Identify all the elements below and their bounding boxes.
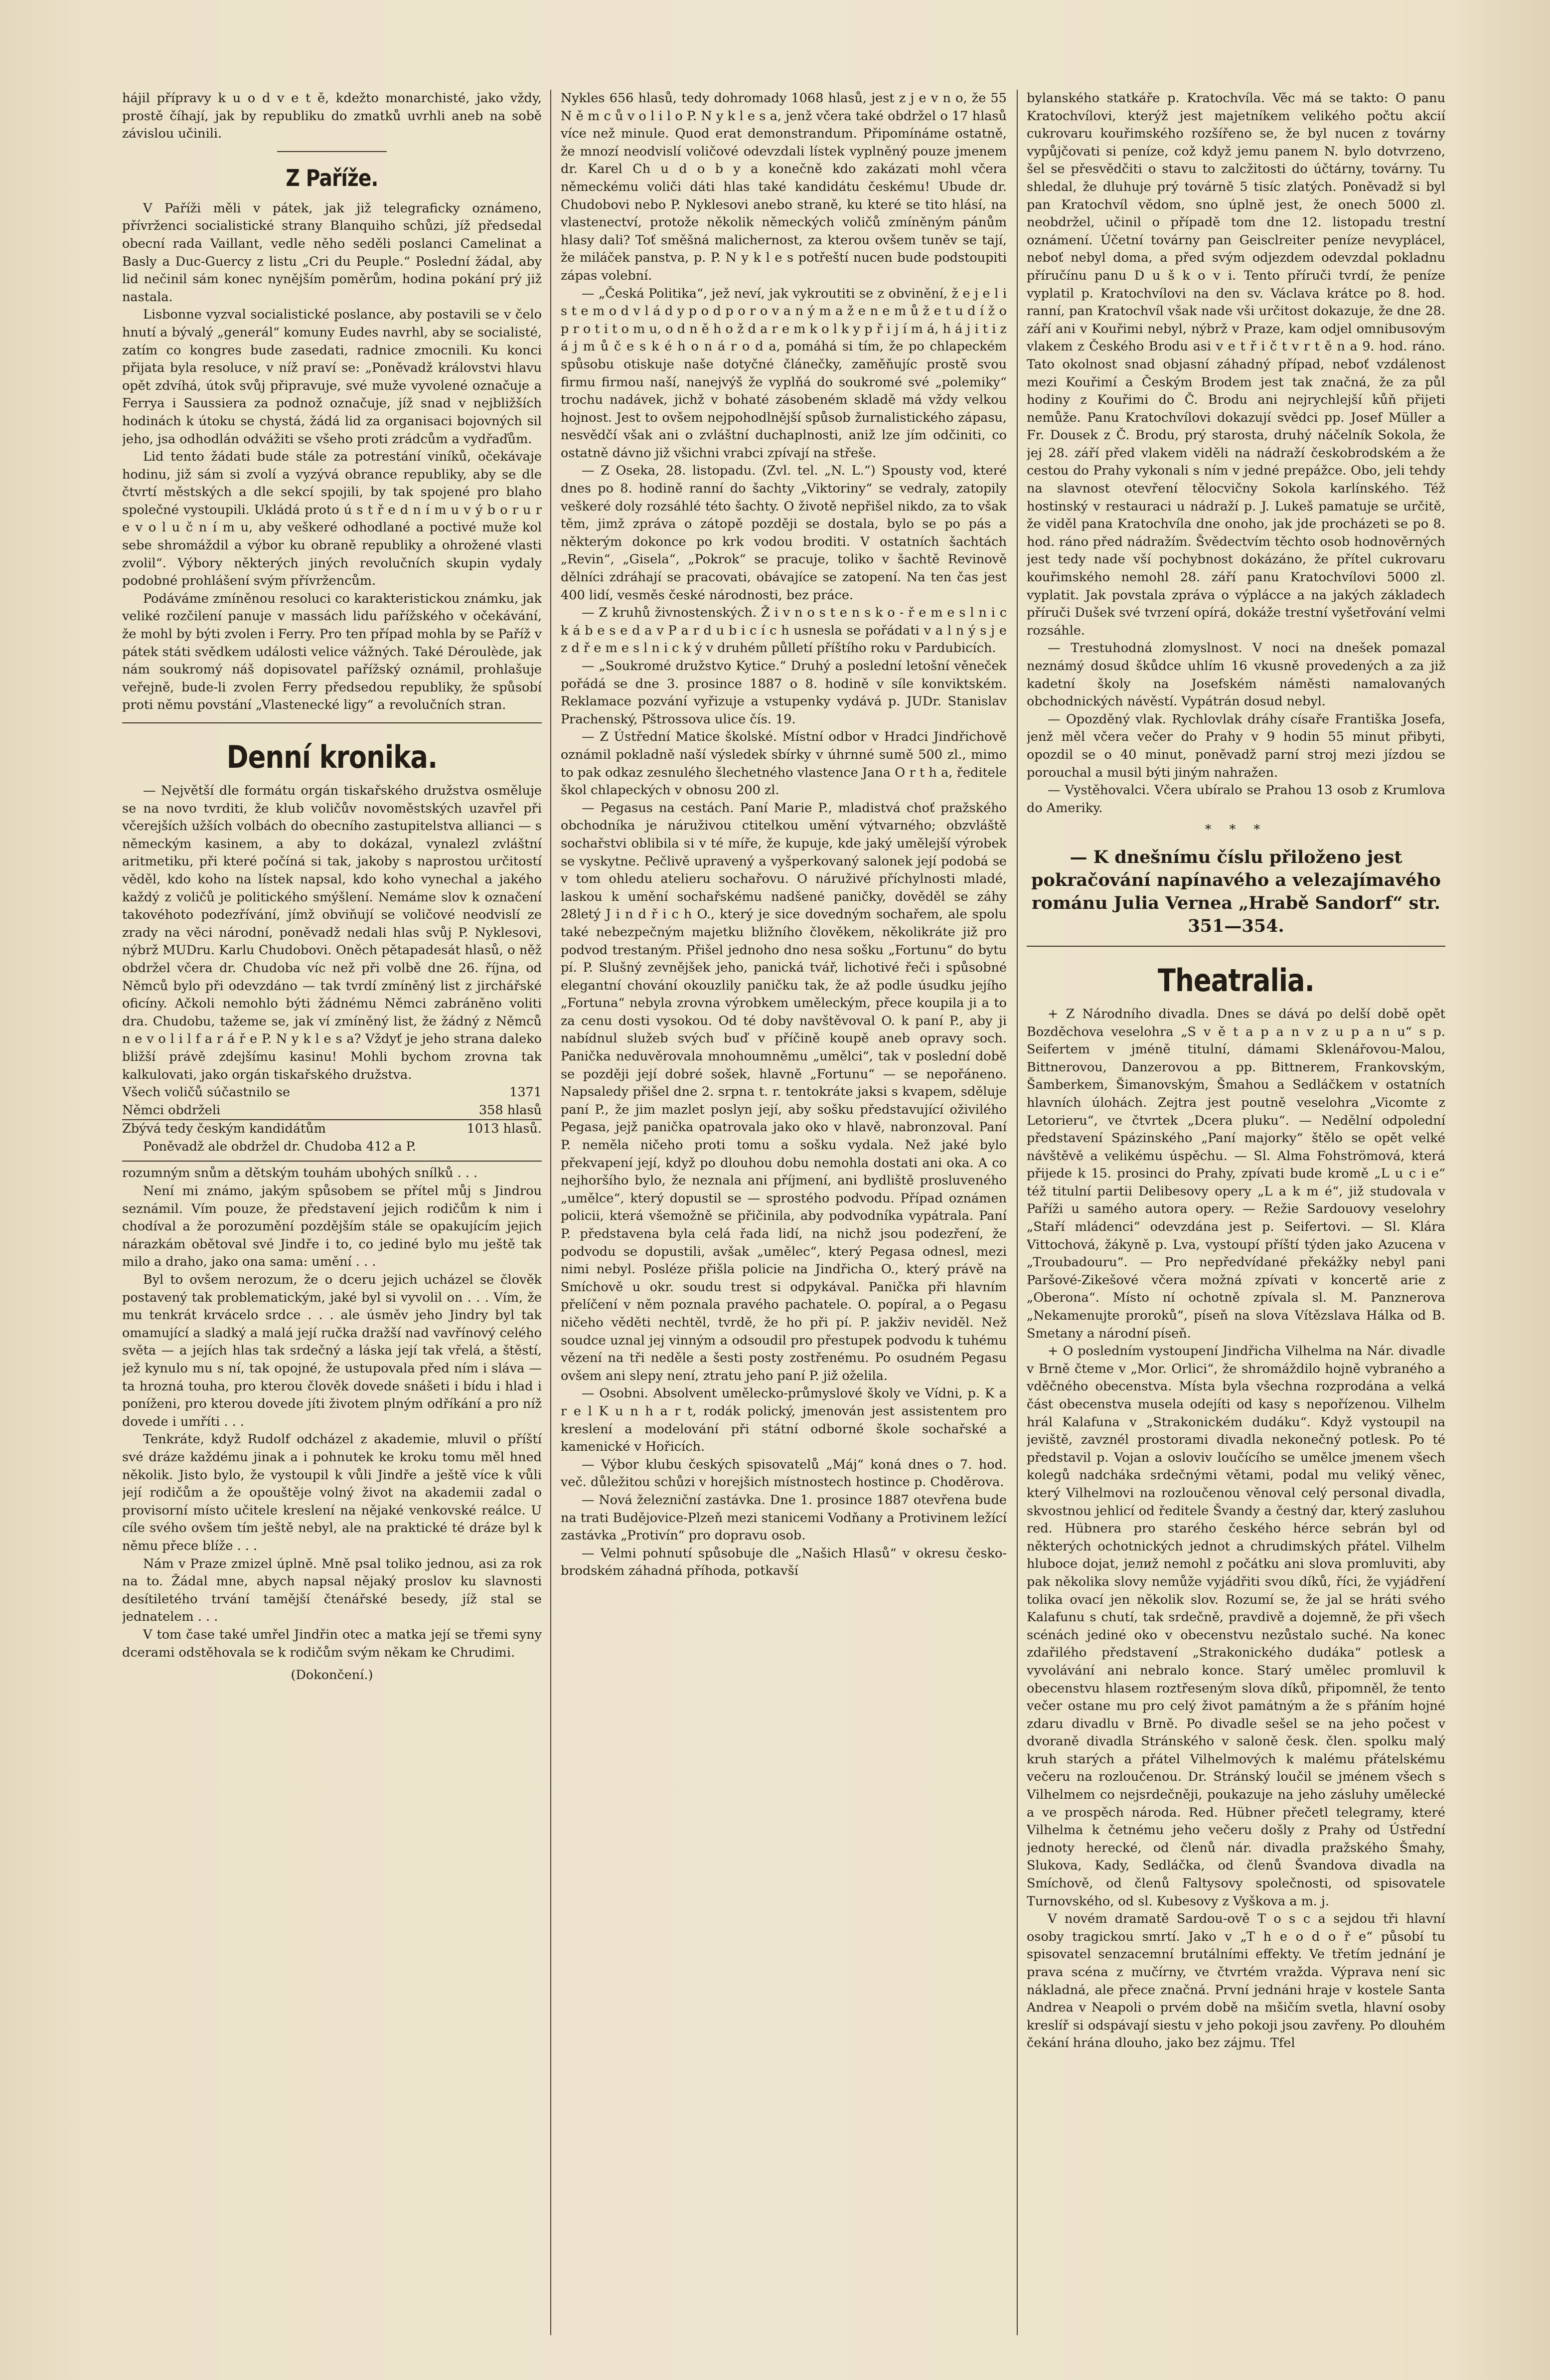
paragraph: — Velmi pohnutí spůsobuje dle „Našich Hlasů“ v okresu česko-brodském záhadná příhoda, potkavší [561, 1545, 1007, 1579]
continuation-note: (Dokončení.) [291, 1668, 373, 1683]
vote-value: 358 hlasů [478, 1102, 542, 1118]
paragraph: — Opozděný vlak. Rychlovlak dráhy císaře Františka Josefa, jenž měl včera večer do Prahy v 9 hodin 55 minut přibyti, opozdil se o 40 minut, poněvadž parní stroj mezi jízdou se porouchal a musil býti jiným nahražen. [1027, 711, 1445, 780]
column-left [122, 90, 542, 2355]
vote-label: Zbývá tedy českým kandidátům [122, 1120, 429, 1138]
paragraph: — Z Oseka, 28. listopadu. (Zvl. tel. „N. L.“) Spousty vod, které dnes po 8. hodině ranní do šachty „Viktoriny“ se vedraly, zatopily veškeré doly rozsáhlé této šachty. O životě nepřišel nikdo, za to však těm, jimž zpráva o zátopě později se dostala, bylo se po pás a některým dokonce po krk vodou broditi. V ostatních šachtách „Revin“, „Gisela“, „Pokrok“ se pracuje, toliko v šachtě Revinově dělníci zdráhají se pracovati, obávajíce se zatopení. Na ten čas jest 400 lidí, vesměs české národnosti, bez práce. [561, 463, 1007, 603]
table-row [122, 1120, 542, 1138]
table-row [122, 1102, 542, 1120]
column-rule [550, 90, 551, 2335]
paragraph: — „Soukromé družstvo Kytice.“ Druhý a poslední letošní věneček pořádá se dne 3. prosince 1887 o 8. hodině v síle konviktském. Reklamace pozvání vyřizuje a vstupenky vydává p. JUDr. Stanislav Prachenský, Pštrossova ulice čís. 19. [561, 659, 1007, 727]
column-right [1027, 90, 1445, 2355]
divider [277, 151, 387, 152]
vote-label: Němci obdrželi [122, 1102, 221, 1118]
paragraph: V novém dramatě Sardou-ově T o s c a sejdou tři hlavní osoby tragickou smrtí. Jako v „T h e o d o ř e“ působí tu spisovatel senzacemní brutálními effekty. Ve třetím jednání je prava scéna z mučírny, ve čtvrtém vražda. Výprava není sic nákladná, ale přece značná. První jednáni hraje v kostele Santa Andrea v Neapoli o prvém době na mšičím svetla, hlavní osoby kreslíř si odspávají siestu v jeho pokoji jsou zavřeny. Po dlouhém čekání hrána dlouho, jako bez zájmu. Tfel [1027, 1911, 1445, 2051]
table-row [122, 1084, 542, 1102]
divider [1027, 946, 1445, 947]
paragraph: Nám v Praze zmizel úplně. Mně psal toliko jednou, asi za rok na to. Žádal mne, abych napsal nějaký proslov ku slavnosti desítiletého trvání tamější čtenářské besedy, jíž stal se jednatelem . . . [122, 1556, 542, 1625]
vote-label: Všech voličů súčastnilo se [122, 1085, 290, 1100]
section-title-kronika: Denní kronika. [226, 739, 438, 775]
paragraph: bylanského statkáře p. Kratochvíla. Věc má se takto: O panu Kratochvílovi, kterýž jest majetníkem velikého počtu akcií cukrovaru kouřimského rozšířeno se, že byl nucen z továrny vypůjčovati si peníze, což když jemu panem N. bylo dotvrzeno, šel se přesvědčiti o stavu to zalcžitosti do účtárny, továrny. Tu shledal, že dluhuje prý továrně 5 tisíc zlatých. Poněvadž si byl pan Kratochvíl vědom, sno úplně jest, že onech 5000 zl. neobdržel, učinil o případě tom dne 12. listopadu trestní oznámení. Účetní továrny pan Geisclreiter peníze nevyplácel, neboť nebyl doma, a před svým odjezdem odevzdal pokladnu příručínu panu D u š k o v i. Tento příruči tvrdí, že peníze vyplatil p. Kratochvílovi na den sv. Václava krátce po 8. hod. ranní, pan Kratochvíl však nade vši určitost dokazuje, že dne 28. září ani v Kouřimi nebyl, nýbrž v Praze, kam odjel omnibusovým vlakem z Českého Brodu asi v e t ř i č t v r t ě n a 9. hod. ráno. Tato okolnost snad objasní záhadný případ, neboť vzdálenost mezi Kouřimí a Českým Brodem jest tak značná, že za půl hodiny z Kouřimi do Č. Brodu ani nejrychlejší kůň přijeti nemůže. Panu Kratochvílovi dokazují svědci pp. Josef Müller a Fr. Dousek z Č. Brodu, prý starosta, druhý náčelník Sokola, že jej 28. září před vlakem viděli na nádraží českobrodském a že cestou do Prahy vykonali s ním v jedné prepážce. Obo, jeli tehdy na slavnost otevření tělocvičny Sokola karlínského. Též hostinský v restauraci u nádraží p. J. Lukeš pamatuje se určitě, že viděl pana Kratochvíla dne onoho, jak jde procházeti se po 8. hod. ráno před nádražím. Švědectvím těchto osob hodnověrných jest tedy nade vší pochybnost dokázáno, že přítel cukrovaru kouřimského nemohl 28. září panu Kratochvílovi 5000 zl. vyplatit. Jak povstala zpráva o výplácce a na jakých základech příruči Dušek své tvrzení opírá, dokáže trestní vyšetřování velmi rozsáhle. [1027, 91, 1445, 638]
vote-value: 1013 hlasů. [429, 1120, 542, 1138]
vote-table [122, 1084, 542, 1138]
divider [122, 722, 542, 723]
paragraph: rozumným snům a dětským touhám ubohých snílků . . . [122, 1166, 478, 1181]
paragraph: — Výbor klubu českých spisovatelů „Máj“ koná dnes o 7. hod. več. důležitou schůzi v horejšich místnostech hostince p. Choděrova. [561, 1457, 1007, 1490]
separator-stars: * * * [1205, 822, 1267, 838]
paragraph: — Trestuhodná zlomyslnost. V noci na dnešek pomazal neznámý dosud škůdce uhlím 16 vkusně provedených a za již kadetní školy na Josefském náměsti namalovaných obchodnických návěstí. Vypátrán dosud nebyl. [1027, 641, 1445, 709]
paragraph: — Vystěhovalci. Včera ubíralo se Prahou 13 osob z Krumlova do Ameriky. [1027, 783, 1445, 816]
paragraph: — Nová železniční zastávka. Dne 1. prosince 1887 otevřena bude na trati Budějovice-Plzeň mezi stanicemi Vodňany a Protivinem ležící zastávka „Protivín“ pro dopravu osob. [561, 1492, 1007, 1543]
paragraph: Byl to ovšem nerozum, že o dceru jejich ucházel se člověk postavený tak problematickým, jaké byl si vyvolil on . . . Vím, že mu tenkrát krvácelo srdce . . . ale úsměv jeho Jindry byl tak omamující a sladký a malá její ručka dražší nad vavřínový celého světa — a jejích hlas tak srdečný a láska její tak vřelá, a štěstí, jež kynulo mu s ní, tak opojné, že ustupovala před ním i sláva — ta hrozná touha, pro kterou člověk dovede snášeti i bídu i hlad i poníženi, pro kterou dovede jíti životem plným odříkání a pro níž dovede i umříti . . . [122, 1272, 542, 1429]
paragraph: V tom čase také umřel Jindřin otec a matka její se třemi syny dcerami odstěhovala se k rodičům svým někam ke Chrudimi. [122, 1627, 542, 1660]
divider [122, 1161, 542, 1162]
paragraph: — „Česká Politika“, jež neví, jak vykroutiti se z obvinění, ž e j e l i s t e m o d v l á d y p o d p o r o v a n ý m a ž e n e m ů ž e t u d í ž o p r o t i t o m u, o d n ě h o ž d a r e m k o l k y p ř i j í m á, h á j i t i z á j m ů č e s k é h o n á r o d a, pomáhá si tím, že po chlapeckém spůsobu otiskuje naše dotyčné článečky, zaměňujíc prostě svou firmu firmou naší, nanejvýš že vyplňá do soukromé své „polemiky“ trochu nadávek, jichž v bohaté zásobeném skladě má vždy velkou hojnost. Jest to ovšem nejpohodlnější spůsob žurnalistického zápasu, nesvědčí však ani o zvláštní duchaplnosti, aniž lze jím odčiniti, co ostatně dávno již všichni vrabci zpívají na střeše. [561, 286, 1007, 461]
paragraph: — Největší dle formátu orgán tiskařského družstva osměluje se na novo tvrditi, že klub voličův novoměstských uzavřel při včerejších užších volbách do obecního zastupitelstva allianci — s německým kasinem, a aby to dokázal, vynalezl zvláštní aritmetiku, při které počíná si tak, jakoby s naprostou určitostí věděl, kdo koho na lístek napsal, kdo koho vynechal a jakého každý z voličů je politického smýšlení. Nemáme slov k označení takovéhoto podezřívání, jímž obviňují se voličové neodvislí ze zrady na věci národní, poněvadž nedali hlas svůj P. Nyklesovi, nýbrž MUDru. Karlu Chudobovi. Oněch pětapadesát hlasů, o něž obdržel včera dr. Chudoba víc než při volbě dne 26. října, od Němců bylo při odevzdáno — tak tvrdí zmíněný list z jirchářské oficíny. Ačkoli nemohlo býti žádnému Němci zabráněno voliti dra. Chudobu, tažeme se, jak ví zmíněný list, že žádný z Němců n e v o l i l f a r á ř e P. N y k l e s a? Vždyť je jeho strana daleko bližší právě zdejšímu kasinu! Mohli bychom zrovna tak kalkulovati, jako orgán tiskařského družstva. [122, 783, 542, 1082]
paragraph: Lisbonne vyzval socialistické poslance, aby postavili se v čelo hnutí a bývalý „generál“ komuny Eudes navrhl, aby se socialisté, zatím co kongres bude zasedati, radnice zmocnili. Ku konci přijata byla resoluce, v níž praví se: „Poněvadž královstvi hlavu opět zdvíhá, útok svůj připravuje, své muže vyvolené označuje a Ferrya i Saussiera za podnož označuje, jíž snad v nejbližších hodinách k útoku se chystá, žádá lid za organisaci bojovných sil jeho, jsa odhodlán odvážiti se všeho proti zrádcům a vydřaďům. [122, 307, 542, 447]
column-rule [1017, 90, 1018, 2335]
article-fragment: hájil přípravy k u o d v e t ě, kdežto monarchisté, jako vždy, prostě číhají, jak by republiku do zmatků uvrhli aneb na sobě závislou učinili. [122, 91, 542, 142]
paragraph: — Pegasus na cestách. Paní Marie P., mladistvá choť pražského obchodníka je náruživou ctitelkou umění výtvarného; obzvláště sochařstvi oblibila si v té míře, že kupuje, kde jaký umělejší výrobek se vyskytne. Pečlivě upravený a vyšperkovaný salonek její podobá se v tom ohledu atelieru sochařovu. O náruživé příchylnosti mladé, laskou k umění sochařskému nadšené paničky, dověděl se záhy 28letý J i n d ř i c h O., který je sice dovedným sochařem, ale spolu také nebezpečným majetku bližního člověkem, několikráte již pro podvod trestaným. Přišel jednoho dno nesa sošku „Fortunu“ do bytu pí. P. Slušný zevnějšek jeho, panická tvář, lichotivé řeči i spůsobné elegantní chování okouzlily paničku tak, že až podle úsudku jejího „Fortuna“ nebyla zrovna výrobkem uměleckým, přece koupila ji a to za cenu dosti vysokou. Od té doby navštěvoval O. k paní P., aby ji nabídnul služeb svých buď v příčině koupě aneb opravy soch. Panička neduvěrovala mnohoumněmu „umělci“, tak v poslední době se později její dobré sošek, hlavně „Fortunu“ — se nepořáneno. Napsaledy přišel dne 2. srpna t. r. tentokráte jaksi s kvapem, sděluje paní P., že jim mazlet poslyn její, aby sošku představující oživilého Pegasa, jejž panička opatrovala jako oko v hlavě, nabronzoval. Paní P. neměla ničeho proti tomu a sošku vydala. Než jaké bylo překvapení její, když po dlouhou dobu nemohla dostati ani oka. A co nejhoršího bylo, že neznala ani příjmení, ani bydliště prosluveného „umělce“, který dopustil se — sprostého podvodu. Případ oznámen policii, která všemožně se přičinila, aby podvodníka vypátrala. Paní P. představena byla celá řada lidí, na nichž jsou podezření, že podvodu se dopustili, avšak „umělec“, který Pegasa odnesl, mezi nimi nebyl. Posléze přišla policie na Jindřicha O., který právě na Smíchově u okr. soudu trest si odpykával. Panička při hlavním přelíčení v něm poznala pravého pachatele. O. popíral, a o Pegasu ničeho věděti nechtěl, tvrdě, že ho při pí. P. jakživ neviděl. Než soudce uznal jej vinným a odsoudil pro přestupek podvodu k tuhému vězení na tři neděle a šesti posty zostřenému. Po osudném Pegasu ovšem ani slepy není, ztratu jeho paní P. již oželila. [561, 800, 1007, 1383]
paragraph: V Paříži měli v pátek, jak již telegraficky oznámeno, přívrženci socialistické strany Blanquiho schůzi, jíž předsedal obecní rada Vaillant, vedle něho seděli poslanci Camelinat a Basly a Duc-Guercy z listu „Cri du Peuple.“ Poslední žádal, aby lid nečinil sám konec nynějším poměrům, hodina pokání prý již nastala. [122, 200, 542, 305]
paragraph: Není mi známo, jakým spůsobem se přítel můj s Jindrou seznámil. Vím pouze, že představení jejich rodičům k nim i chodíval a že porozumění pozdějším stále se opakujícím jejich nárazkám obětoval své Jindře i to, co jediné bylo mu ještě tak milo a draho, jako ona sama: umění . . . [122, 1184, 542, 1270]
supplement-notice: — K dnešnímu číslu přiloženo jest pokračování napínavého a velezajímavého románu Julia Vernea „Hrabě Sandorf“ str. 351—354. [1031, 847, 1441, 936]
paragraph: — Z kruhů živnostenských. Ž i v n o s t e n s k o - ř e m e s l n i c k á b e s e d a v P a r d u b i c í c h usnesla se pořádati v a l n ý s j e z d ř e m e s l n i c k ý v druhém půlletí příštího roku v Pardubicích. [561, 605, 1007, 656]
paragraph: — Osobni. Absolvent umělecko-průmyslové školy ve Vídni, p. K a r e l K u n h a r t, rodák polický, jmenován jest assistentem pro kreslení a modelování při státní odborné škole sochařské a kamenické v Hořicích. [561, 1386, 1007, 1455]
vote-value: 1371 [509, 1085, 542, 1100]
column-middle [561, 90, 1007, 2355]
section-title-theatralia: Theatralia. [1158, 962, 1314, 999]
paragraph: Tenkráte, když Rudolf odcházel z akademie, mluvil o příští své dráze každému jinak a i pohnutek ke kroku tomu měl hned několik. Jisto bylo, že vystoupil k vůli Jindře a ještě více k vůli její rodičům a že opouštěje volný život na akademii zadal o provisorní místo učitele kreslení na nějaké venkovské reálce. U cíle svého ovšem tím ještě nebyl, ale na praktické té dráze byl k němu přece blíže . . . [122, 1432, 542, 1553]
paragraph: Podáváme zmíněnou resoluci co karakteristickou známku, jak veliké rozčilení panuje v massách lidu pařížského v očekávání, že mohl by býti zvolen i Ferry. Pro ten případ mohla by se Paříž v pátek státi svědkem události velice vážných. Také Déroulède, jak nám soukromý náš dopisovatel pařížský oznámil, prohlašuje veřejně, bude-li zvolen Ferry předsedou republiky, že spůsobí proti němu povstání „Vlastenecké ligy“ a revolučních stran. [122, 591, 542, 713]
paragraph: Nykles 656 hlasů, tedy dohromady 1068 hlasů, jest z j e v n o, že 55 N ě m c ů v o l i l o P. N y k l e s a, jenž včera také obdržel o 17 hlasů více než minule. Quod erat demonstrandum. Připomínáme ostatně, že mnozí neodvislí voličové odevzdali lístek vyplněný pouze jmenem dr. Karel Ch u d o b y a konečně kdo zakázati mohl včera německému voliči dáti hlas také kandidátu českému! Ubude dr. Chudobovi nebo P. Nyklesovi anebo straně, ku které se tito hlásí, na vlastenectví, protože několik německých voličů zmíněným pánům hlasy dali? Toť směšná malichernost, za kterou ovšem tuněv se tají, že miláček panstva, p. P. N y k l e s potřeští nucen bude podstoupiti zápas volební. [561, 91, 1007, 283]
paragraph: + O posledním vystoupení Jindřicha Vilhelma na Nár. divadle v Brně čteme v „Mor. Orlici“, že shromáždilo hojně vybraného a vděčného obecenstva. Místa byla všechna rozprodána a velká část obecenstva musela odejíti od kasy s nepořízenou. Vilhelm hrál Kalafuna v „Strakonickém dudáku“. Když vystoupil na jeviště, zavznél prostorami divadla nekonečný potlesk. Po té představil p. Vojan a osloviv loučícího se umělce jmenem všech kolegů nadcháka srdečnými větami, podal mu veliký věnec, který Vilhelmovi na rozloučenou věnoval celý personal divadla, skvostnou jehlicí od ředitele Švandy a čestný dar, který zasluhou red. Hübnera pro staréhо českého hérce sebrán byl od některých ochotnických jednot a chrudimských přátel. Vilhelm hluboce dojat, jeлиž nemohl z počátku ani slova promluviti, aby pak několika slovy nemůže vyjádřiti svou díků, říci, že vyjádření tolika ovací jen několik slov. Rozumí se, že jal se hráti svého Kalafunu s chutí, tak srdečně, pravdivě a dojemně, že při všech scénách jediné oko v obecenstvu nezůstalo suché. Na konec zdařilého představení „Strakonického dudáka“ potlesk a vyvolávání ani nebralo konce. Starý umělec promluvil k obecenstvu hlasem roztřeseným slova díků, připomněl, že tento večer ostane mu pro celý život památným a že s přáním hojné zdaru divadlu v Brně. Po divadle sešel se na jeho počest v dvoraně divadla Stránského v saloně česk. člen. spolku malý kruh starých a přátel Vilhelmových k malému přátelskému večeru na rozloučenou. Dr. Stránský loučil se jménem všech s Vilhelmem co nejsrdečněji, poukazuje na jeho zásluhy umělecké a ve prospěch národa. Red. Hübner přečetl telegramy, které Vilhelma k četnému jeho večeru došly z Prahy od Ústřední jednoty herecké, od členů nár. divadla pražského Šmahy, Slukova, Kady, Sedláčka, od členů Švandova divadla na Smíchově, od členů Faltysovy společnosti, od spisovatele Turnovského, od sl. Kubesovy z Vyškova a m. j. [1027, 1344, 1445, 1909]
paragraph: — Z Ústřední Matice školské. Místní odbor v Hradci Jindřichově oznámil pokladně naší výsledek sbírky v úhrnné sumě 500 zl., mimo to pak odkaz zesnulého šlechetného vlastence Jana O r t h a, ředitele škol chlapeckých v obnosu 200 zl. [561, 729, 1007, 798]
section-title-paris: Z Paříže. [286, 164, 378, 191]
paragraph: Poněvadž ale obdržel dr. Chudoba 412 a P. [143, 1139, 416, 1154]
paragraph: Lid tento žádati bude stále za potrestání viníků, očekávaje hodinu, již sám si zvolí a vyzývá obrance republiky, aby se dle čtvrtí městských a dle sekcí spojili, by tak spojené pro blaho společné vystoupili. Ukládá proto ú s t ř e d n í m u v ý b o r u r e v o l u č n í m u, aby veškeré odhodlané a poctivé muže kol sebe shromáždil a výbor ku obraně republiky a ohrožené vlasti zvolil“. Výbory některých jiných revolučních skupin vydaly podobné prohlášení svým přívržencům. [122, 449, 542, 589]
paragraph: + Z Národního divadla. Dnes se dává po delší době opět Bozděchova veselohra „S v ě t a p a n v z u p a n u“ s p. Seifertem v jméně titulní, dámami Sklenářovou-Malou, Bittnerovou, Danzerovou a pp. Bittnerem, Frankovským, Šamberkem, Šimanovským, Šmahou a Sedláčkem v ostatních hlavních úlohách. Zejtra jest poutně veselohra „Vicomte z Letorieru“, ve čtvrtek „Dcera pluku“. — Nedělní odpolední představení Spázinského „Paní majorky“ štělo se opět velké návštěvě a velikému úspěchu. — Sl. Alma Fohströmová, která přijede k 15. prosinci do Prahy, zpívati bude kromě „L u c i e“ též titulní partii Delibesovy opery „L a k m é“, již studovala v Paříži u samého autora opery. — Režie Sardouovy veselohry „Staří mládenci“ odevzdána jest p. Seifertovi. — Sl. Klára Vittochová, žákyně p. Lva, vystoupí příští týden jako Azucena v „Troubadouru“. — Pro nepředvídané překážky nebyl pani Paršové-Zikešové včera možná zpívati v koncertě ariе z „Oberona“. Místo ní ochotně zpívala sl. M. Panznerova „Nekamenujte proroků“, píseň na slova Vítězslava Hálka od B. Smetany a národní píseň. [1027, 1006, 1445, 1341]
